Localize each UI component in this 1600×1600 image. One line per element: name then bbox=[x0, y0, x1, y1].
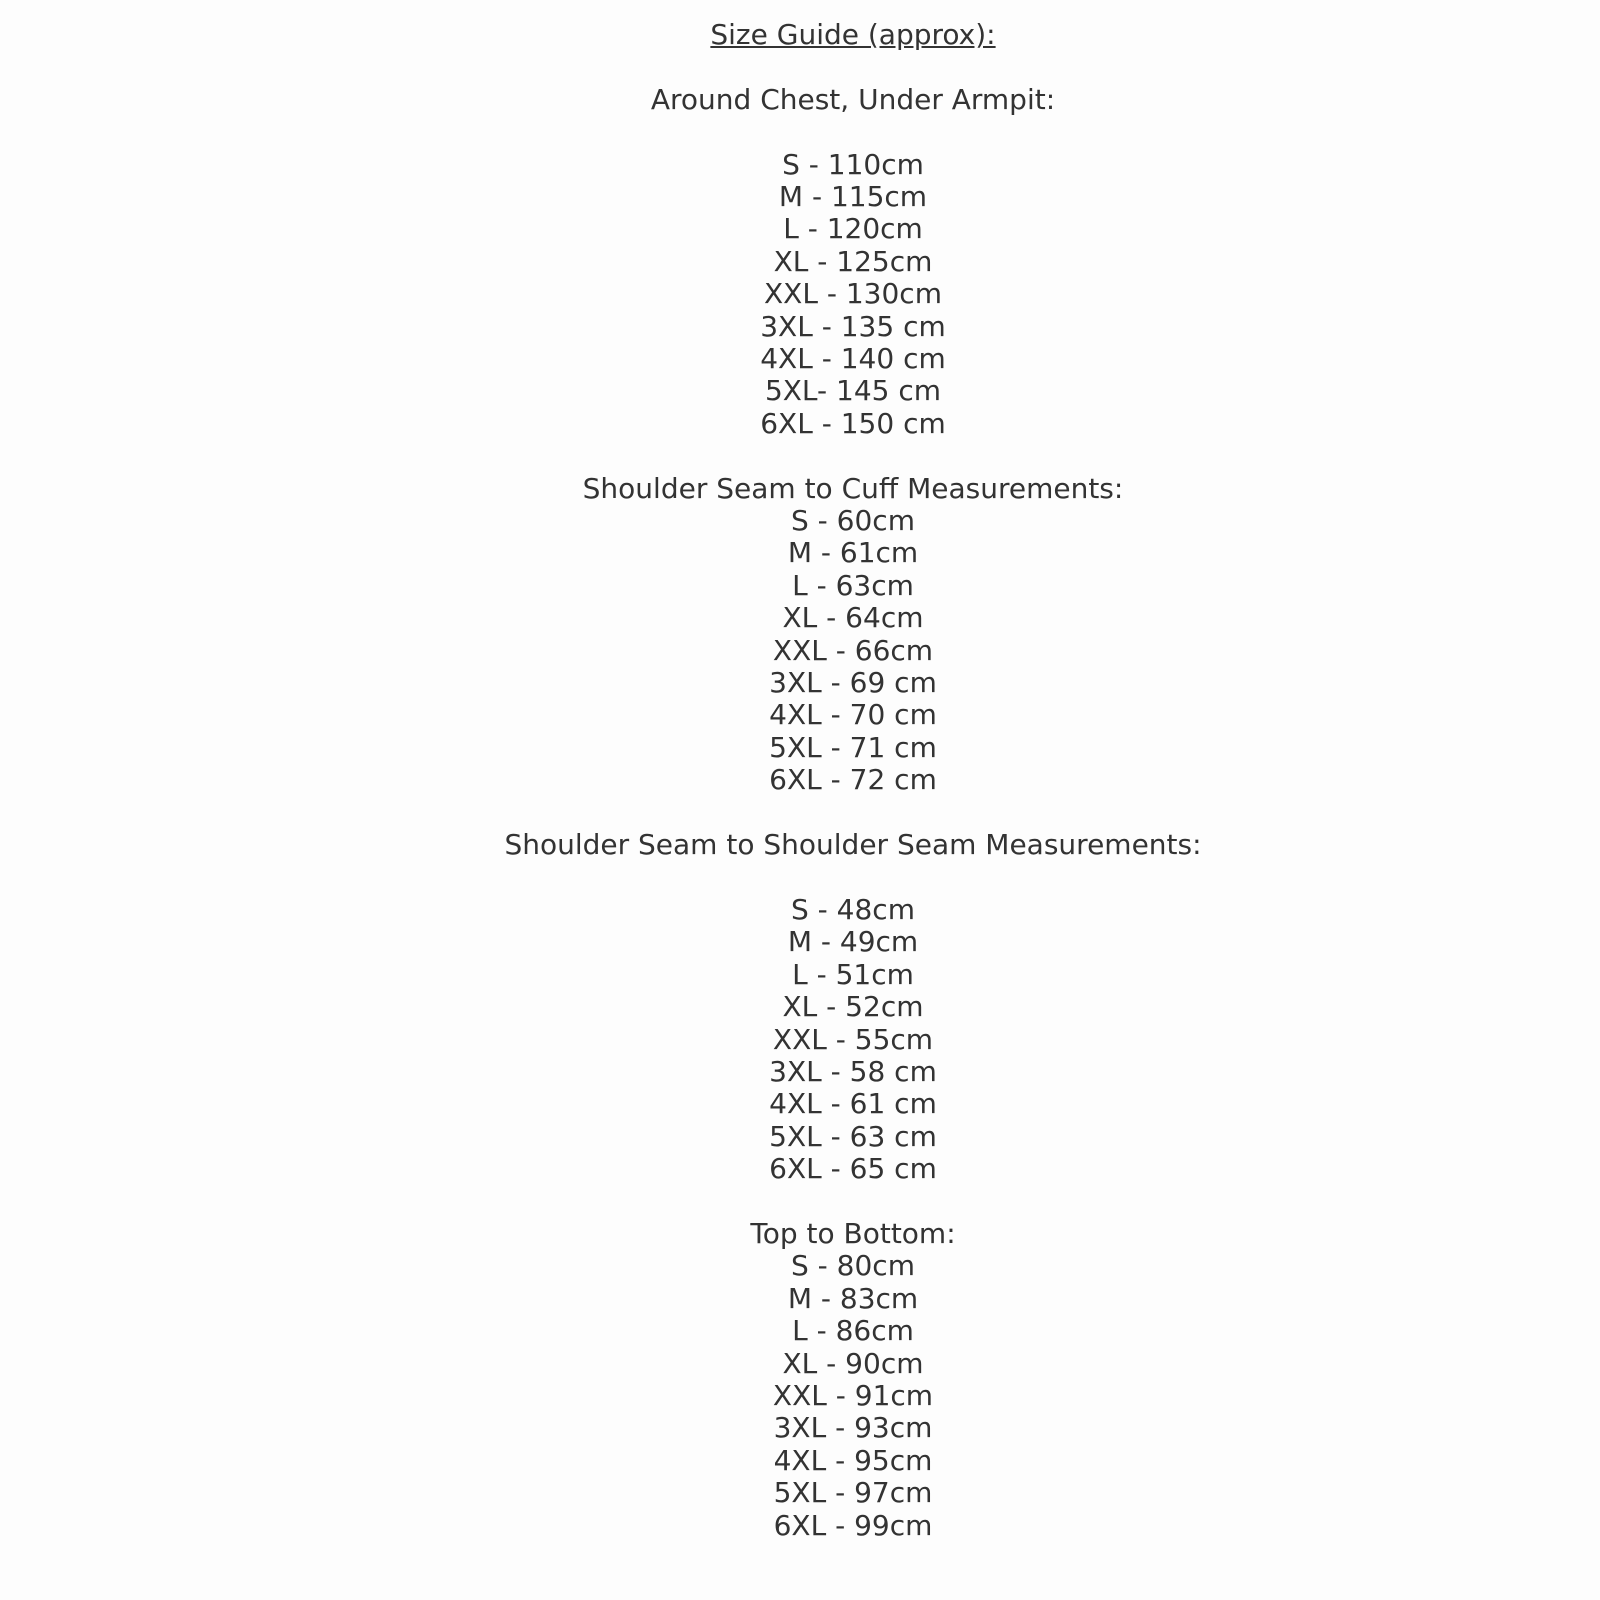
size-row: 4XL - 70 cm bbox=[769, 698, 937, 732]
size-row: 6XL - 99cm bbox=[773, 1508, 933, 1542]
size-row: 5XL- 145 cm bbox=[764, 374, 942, 408]
size-row: M - 61cm bbox=[787, 536, 919, 570]
size-row: XL - 125cm bbox=[773, 244, 933, 278]
section-list-chest bbox=[106, 149, 1600, 441]
size-row: L - 120cm bbox=[783, 212, 923, 246]
size-row: 5XL - 97cm bbox=[773, 1476, 933, 1510]
size-row: M - 83cm bbox=[787, 1281, 919, 1315]
size-row: XL - 90cm bbox=[782, 1346, 924, 1380]
size-row: 5XL - 71 cm bbox=[769, 730, 937, 764]
section-list-length bbox=[106, 1250, 1600, 1542]
size-row: L - 86cm bbox=[792, 1314, 914, 1348]
size-guide-document bbox=[106, 19, 1600, 1542]
size-row: S - 110cm bbox=[782, 147, 924, 181]
size-row: M - 49cm bbox=[787, 925, 919, 959]
section-list-shoulder bbox=[106, 894, 1600, 1186]
size-row: S - 48cm bbox=[791, 892, 915, 926]
section-heading-cuff: Shoulder Seam to Cuff Measurements: bbox=[582, 471, 1124, 505]
size-row: 6XL - 150 cm bbox=[760, 406, 946, 440]
size-row: S - 80cm bbox=[791, 1249, 915, 1283]
size-row: 5XL - 63 cm bbox=[769, 1119, 937, 1153]
size-row: M - 115cm bbox=[778, 180, 928, 213]
size-row: 3XL - 93cm bbox=[773, 1411, 933, 1445]
section-heading-chest: Around Chest, Under Armpit: bbox=[650, 82, 1056, 116]
size-row: 3XL - 58 cm bbox=[769, 1054, 937, 1088]
size-guide-title: Size Guide (approx): bbox=[710, 18, 996, 51]
section-heading-length: Top to Bottom: bbox=[750, 1216, 956, 1250]
size-row: XL - 52cm bbox=[782, 990, 924, 1024]
size-row: 6XL - 65 cm bbox=[769, 1152, 937, 1186]
size-row: 3XL - 69 cm bbox=[769, 666, 937, 700]
size-row: XL - 64cm bbox=[782, 601, 924, 635]
section-list-cuff bbox=[106, 505, 1600, 797]
size-row: XXL - 55cm bbox=[772, 1022, 934, 1056]
size-row: 3XL - 135 cm bbox=[760, 309, 946, 343]
size-row: 4XL - 61 cm bbox=[769, 1087, 937, 1121]
size-row: 4XL - 95cm bbox=[773, 1443, 933, 1477]
size-row: XXL - 66cm bbox=[772, 633, 934, 667]
section-heading-shoulder: Shoulder Seam to Shoulder Seam Measurements: bbox=[504, 828, 1202, 862]
size-row: XXL - 91cm bbox=[772, 1378, 934, 1412]
size-row: XXL - 130cm bbox=[764, 277, 942, 311]
size-row: L - 63cm bbox=[792, 568, 914, 602]
size-row: S - 60cm bbox=[791, 504, 915, 538]
size-row: 6XL - 72 cm bbox=[769, 763, 937, 797]
size-row: 4XL - 140 cm bbox=[760, 342, 946, 376]
size-row: L - 51cm bbox=[792, 957, 914, 991]
